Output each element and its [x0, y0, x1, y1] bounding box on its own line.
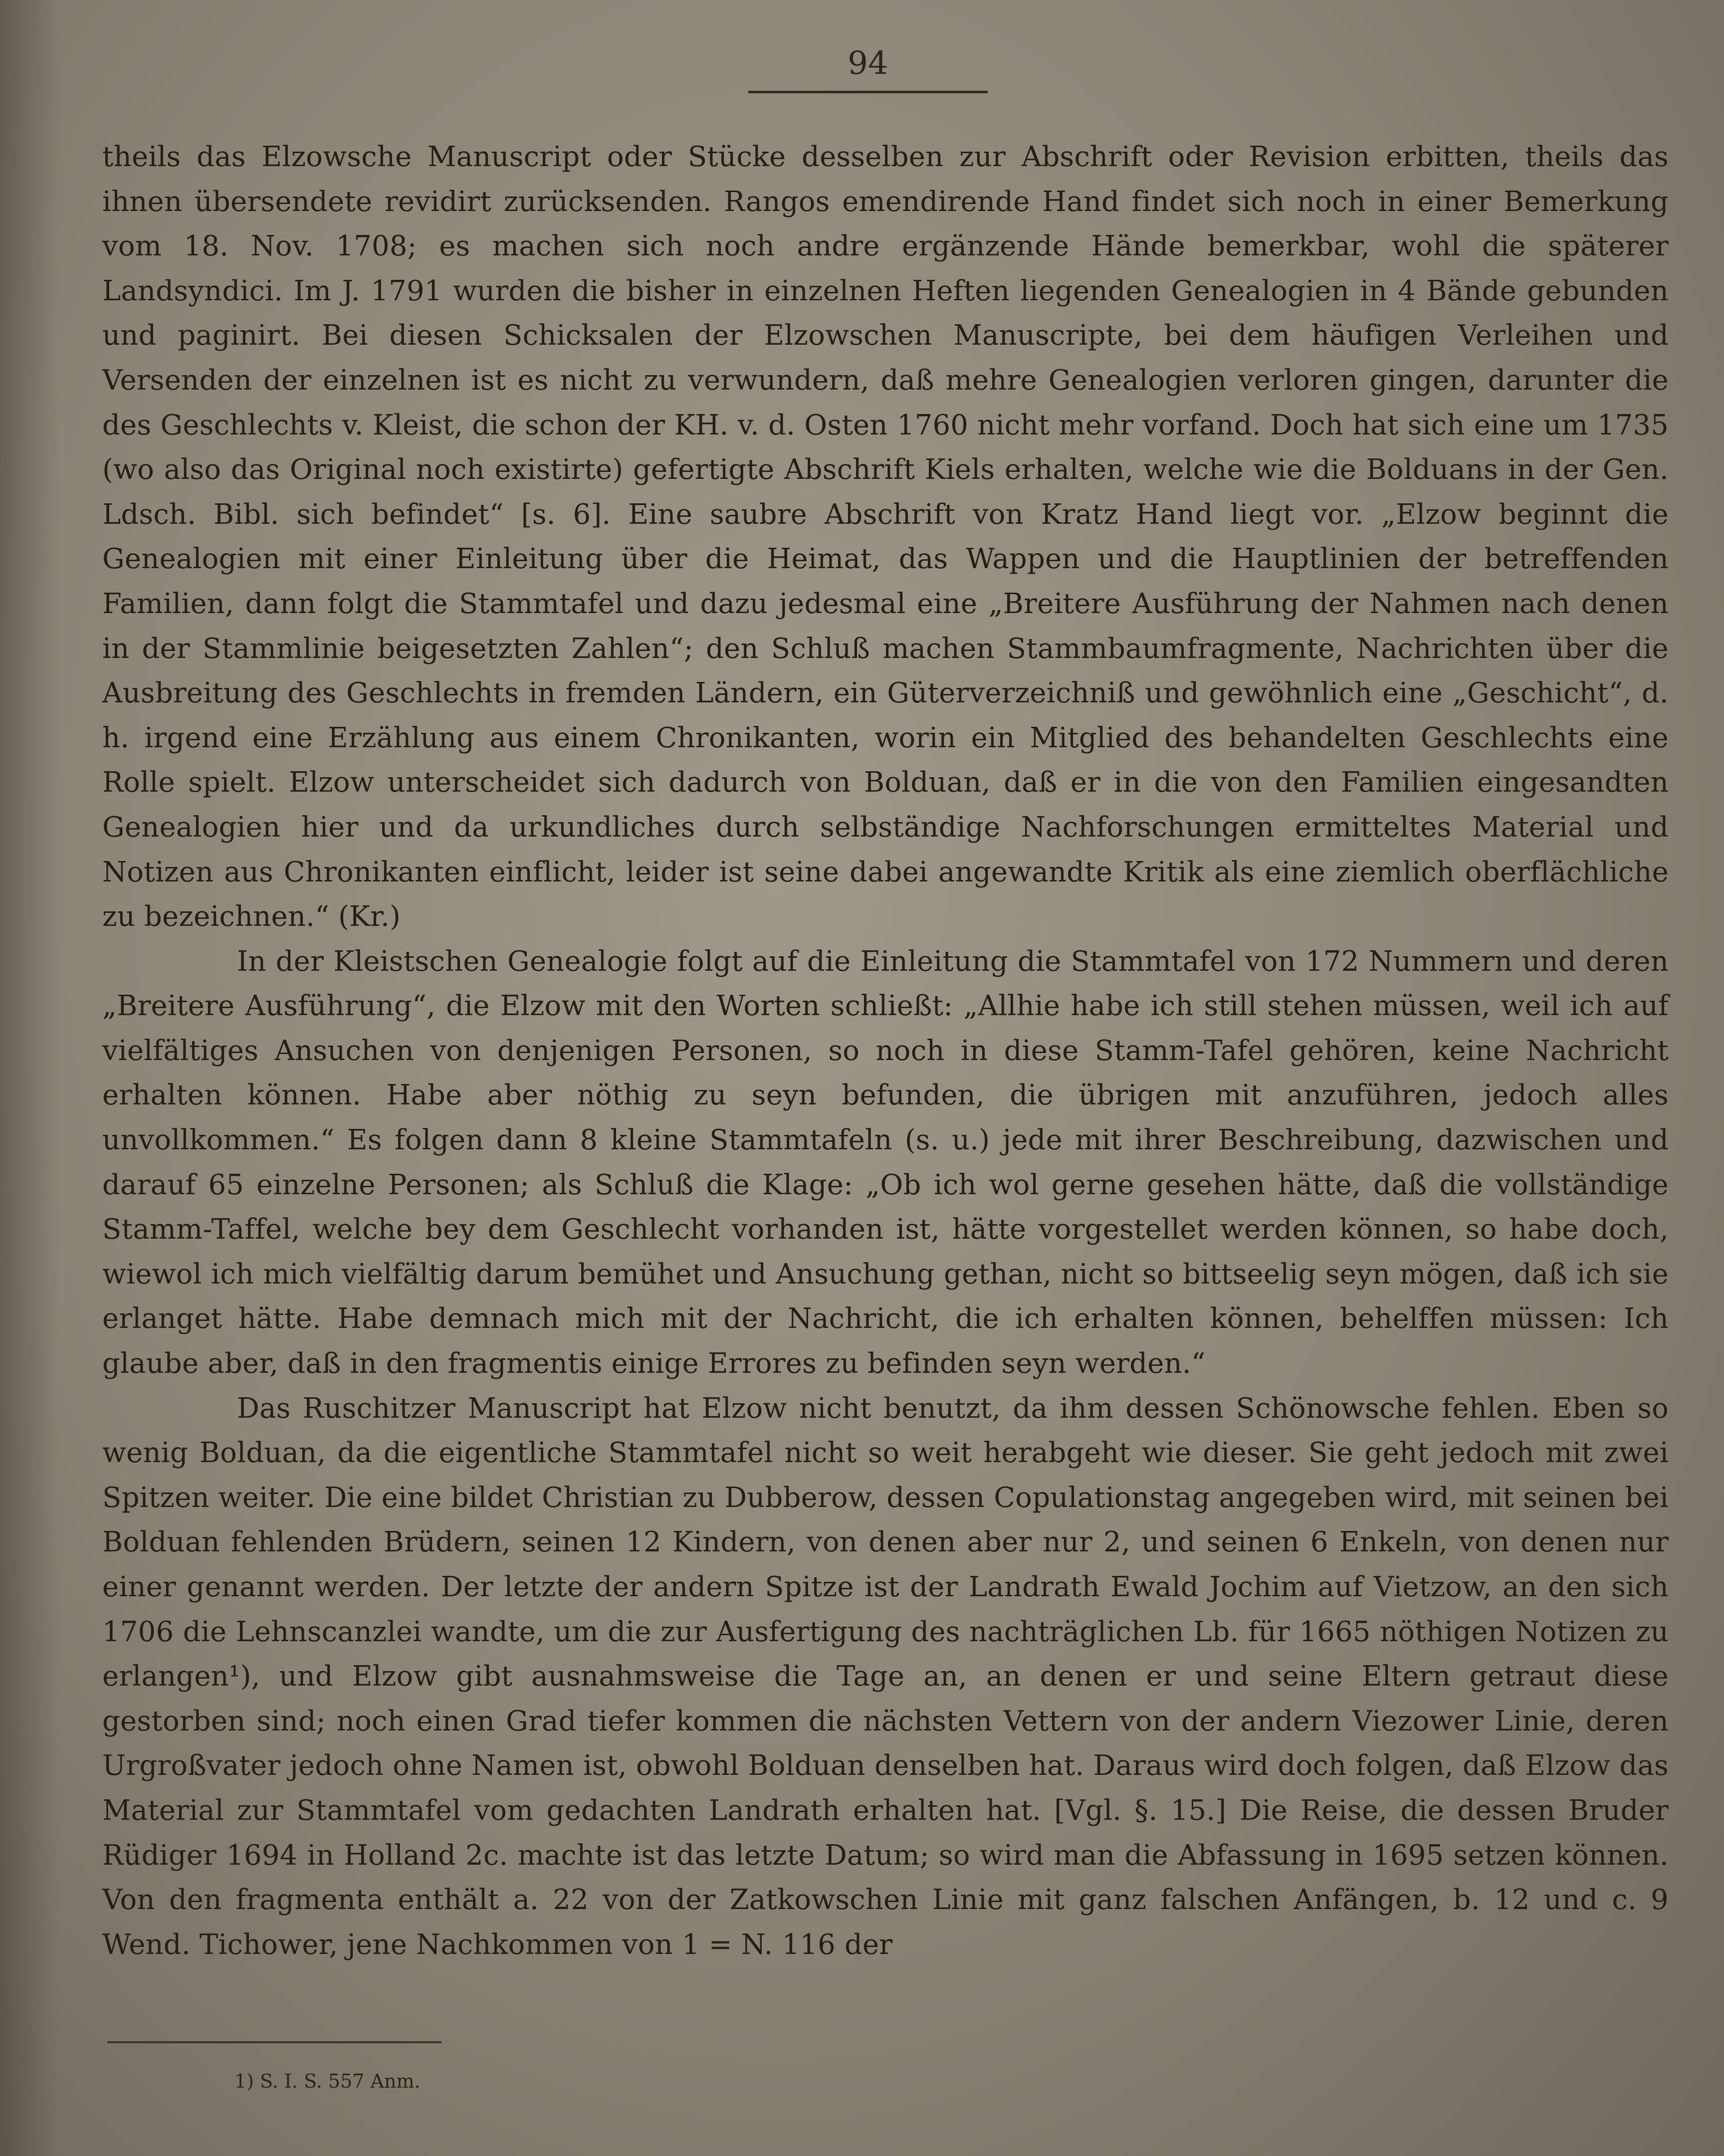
body-text [102, 135, 1669, 1967]
page-number: 94 [848, 45, 888, 82]
footnote-rule [107, 2041, 441, 2043]
paragraph-3: Das Ruschitzer Manuscript hat Elzow nicht benutzt, da ihm dessen Schönowsche fehlen. Eben so wenig Bolduan, da die eigentliche Stammtafel nicht so weit herabgeht wie dieser. Sie geht jedoch mit zwei Spitzen weiter. Die eine bildet Christian zu Dubberow, dessen Copulationstag angegeben wird, mit seinen bei Bolduan fehlenden Brüdern, seinen 12 Kindern, von denen aber nur 2, und seinen 6 Enkeln, von denen nur einer genannt werden. Der letzte der andern Spitze ist der Landrath Ewald Jochim auf Vietzow, an den sich 1706 die Lehnscanzlei wandte, um die zur Ausfertigung des nachträglichen Lb. für 1665 nöthigen Notizen zu erlangen¹), und Elzow gibt ausnahmsweise die Tage an, an denen er und seine Eltern getraut diese gestorben sind; noch einen Grad tiefer kommen die nächsten Vettern von der andern Viezower Linie, deren Urgroßvater jedoch ohne Namen ist, obwohl Bolduan denselben hat. Daraus wird doch folgen, daß Elzow das Material zur Stammtafel vom gedachten Landrath erhalten hat. [Vgl. §. 15.] Die Reise, die dessen Bruder Rüdiger 1694 in Holland 2c. machte ist das letzte Datum; so wird man die Abfassung in 1695 setzen können. Von den fragmenta enthält a. 22 von der Zatkowschen Linie mit ganz falschen Anfängen, b. 12 und c. 9 Wend. Tichower, jene Nachkommen von 1 = N. 116 der [102, 1392, 1669, 1961]
header-rule [748, 91, 988, 93]
footnote: 1) S. I. S. 557 Anm. [234, 2070, 421, 2092]
page-edge-shadow [0, 0, 60, 2156]
paragraph-1: theils das Elzowsche Manuscript oder Stücke desselben zur Abschrift oder Revision erbitten, theils das ihnen übersendete revidirt zurücksenden. Rangos emendirende Hand findet sich noch in einer Bemerkung vom 18. Nov. 1708; es machen sich noch andre ergänzende Hände bemerkbar, wohl die späterer Landsyndici. Im J. 1791 wurden die bisher in einzelnen Heften liegenden Genealogien in 4 Bände gebunden und paginirt. Bei diesen Schicksalen der Elzowschen Manuscripte, bei dem häufigen Verleihen und Versenden der einzelnen ist es nicht zu verwundern, daß mehre Genealogien verloren gingen, darunter die des Geschlechts v. Kleist, die schon der KH. v. d. Osten 1760 nicht mehr vorfand. Doch hat sich eine um 1735 (wo also das Original noch existirte) gefertigte Abschrift Kiels erhalten, welche wie die Bolduans in der Gen. Ldsch. Bibl. sich befindet“ [s. 6]. Eine saubre Abschrift von Kratz Hand liegt vor. „Elzow beginnt die Genealogien mit einer Einleitung über die Heimat, das Wappen und die Hauptlinien der betreffenden Familien, dann folgt die Stammtafel und dazu jedesmal eine „Breitere Ausführung der Nahmen nach denen in der Stammlinie beigesetzten Zahlen“; den Schluß machen Stammbaumfragmente, Nachrichten über die Ausbreitung des Geschlechts in fremden Ländern, ein Güterverzeichniß und gewöhnlich eine „Geschicht“, d. h. irgend eine Erzählung aus einem Chronikanten, worin ein Mitglied des behandelten Geschlechts eine Rolle spielt. Elzow unterscheidet sich dadurch von Bolduan, daß er in die von den Familien eingesandten Genealogien hier und da urkundliches durch selbständige Nachforschungen ermitteltes Material und Notizen aus Chronikanten einflicht, leider ist seine dabei angewandte Kritik als eine ziemlich oberflächliche zu bezeichnen.“ (Kr.) [102, 141, 1669, 933]
paragraph-2: In der Kleistschen Genealogie folgt auf die Einleitung die Stammtafel von 172 Nummern und deren „Breitere Ausführung“, die Elzow mit den Worten schließt: „Allhie habe ich still stehen müssen, weil ich auf vielfältiges Ansuchen von denjenigen Personen, so noch in diese Stamm-Tafel gehören, keine Nachricht erhalten können. Habe aber nöthig zu seyn befunden, die übrigen mit anzuführen, jedoch alles unvollkommen.“ Es folgen dann 8 kleine Stammtafeln (s. u.) jede mit ihrer Beschreibung, dazwischen und darauf 65 einzelne Personen; als Schluß die Klage: „Ob ich wol gerne gesehen hätte, daß die vollständige Stamm-Taffel, welche bey dem Geschlecht vorhanden ist, hätte vorgestellet werden können, so habe doch, wiewol ich mich vielfältig darum bemühet und Ansuchung gethan, nicht so bittseelig seyn mögen, daß ich sie erlanget hätte. Habe demnach mich mit der Nachricht, die ich erhalten können, behelffen müssen: Ich glaube aber, daß in den fragmentis einige Errores zu befinden seyn werden.“ [102, 945, 1669, 1380]
